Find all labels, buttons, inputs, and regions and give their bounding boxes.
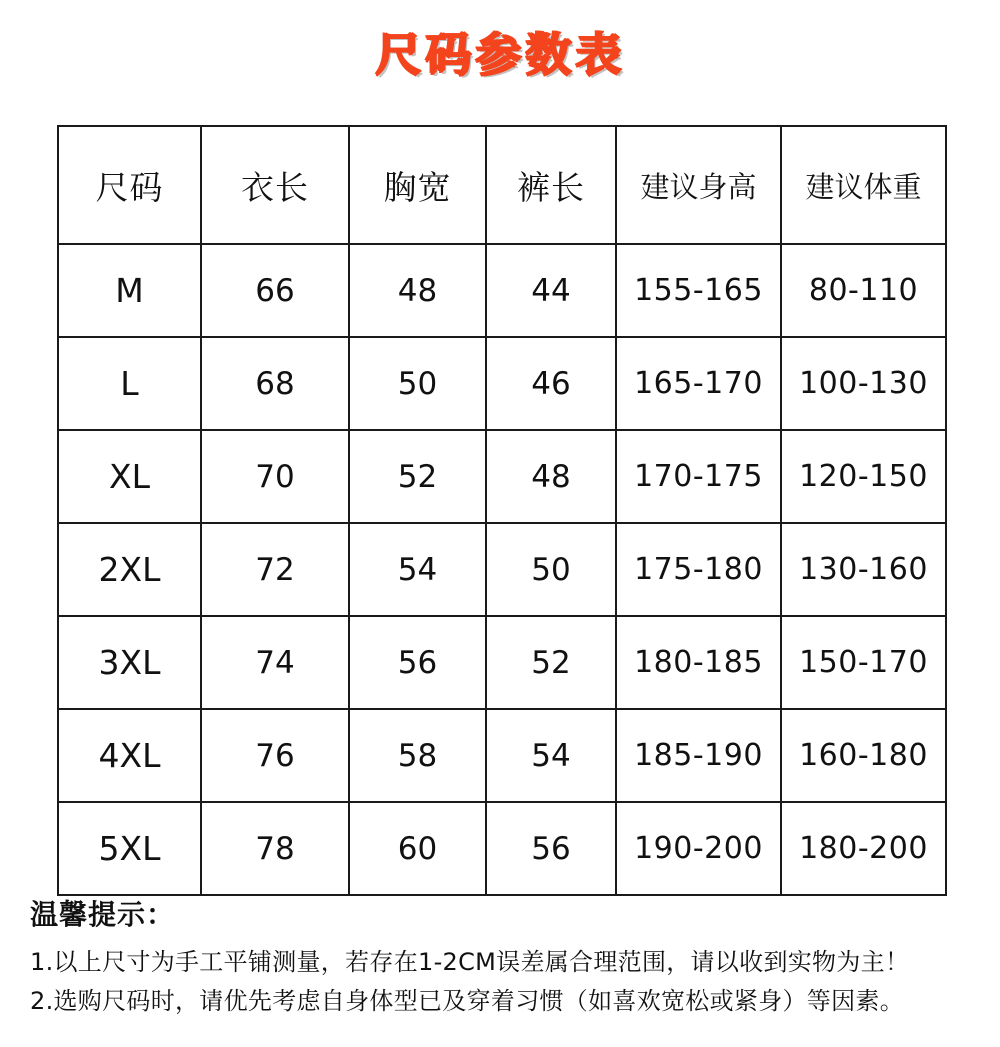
cell-pants: 44 [486, 244, 616, 337]
title-container [0, 0, 1000, 94]
note-line-1: 1.以上尺寸为手工平铺测量，若存在1-2CM误差属合理范围，请以收到实物为主！ [30, 948, 910, 976]
cell-height: 170-175 [616, 430, 781, 523]
table-body [58, 244, 946, 895]
table-row [58, 430, 946, 523]
cell-weight: 160-180 [781, 709, 946, 802]
size-table [57, 125, 947, 896]
cell-height: 185-190 [616, 709, 781, 802]
header-chest: 胸宽 [349, 126, 486, 244]
cell-length: 66 [201, 244, 349, 337]
notes-title: 温馨提示： [30, 898, 176, 931]
cell-chest: 56 [349, 616, 486, 709]
table-row [58, 616, 946, 709]
cell-pants: 48 [486, 430, 616, 523]
cell-weight: 100-130 [781, 337, 946, 430]
cell-length: 78 [201, 802, 349, 895]
header-size: 尺码 [58, 126, 201, 244]
cell-chest: 54 [349, 523, 486, 616]
size-table-container [57, 125, 945, 896]
cell-weight: 80-110 [781, 244, 946, 337]
cell-height: 165-170 [616, 337, 781, 430]
page-title: 尺码参数表 [375, 27, 625, 81]
cell-weight: 130-160 [781, 523, 946, 616]
cell-chest: 48 [349, 244, 486, 337]
cell-size: XL [58, 430, 201, 523]
header-height: 建议身高 [616, 126, 781, 244]
cell-chest: 52 [349, 430, 486, 523]
cell-weight: 180-200 [781, 802, 946, 895]
header-length: 衣长 [201, 126, 349, 244]
cell-size: 5XL [58, 802, 201, 895]
cell-chest: 60 [349, 802, 486, 895]
table-row [58, 709, 946, 802]
header-pants: 裤长 [486, 126, 616, 244]
notes-section [30, 893, 980, 1021]
cell-length: 76 [201, 709, 349, 802]
cell-size: 2XL [58, 523, 201, 616]
cell-chest: 58 [349, 709, 486, 802]
cell-weight: 120-150 [781, 430, 946, 523]
cell-length: 74 [201, 616, 349, 709]
cell-size: M [58, 244, 201, 337]
table-header [58, 126, 946, 244]
table-row [58, 337, 946, 430]
cell-weight: 150-170 [781, 616, 946, 709]
cell-pants: 52 [486, 616, 616, 709]
cell-height: 175-180 [616, 523, 781, 616]
cell-length: 70 [201, 430, 349, 523]
table-row [58, 244, 946, 337]
header-weight: 建议体重 [781, 126, 946, 244]
cell-size: 3XL [58, 616, 201, 709]
table-row [58, 802, 946, 895]
cell-height: 155-165 [616, 244, 781, 337]
note-line-2: 2.选购尺码时，请优先考虑自身体型已及穿着习惯（如喜欢宽松或紧身）等因素。 [30, 986, 904, 1015]
cell-length: 68 [201, 337, 349, 430]
cell-size: L [58, 337, 201, 430]
cell-size: 4XL [58, 709, 201, 802]
cell-height: 190-200 [616, 802, 781, 895]
cell-height: 180-185 [616, 616, 781, 709]
cell-length: 72 [201, 523, 349, 616]
cell-pants: 56 [486, 802, 616, 895]
cell-pants: 46 [486, 337, 616, 430]
cell-pants: 54 [486, 709, 616, 802]
table-row [58, 523, 946, 616]
cell-chest: 50 [349, 337, 486, 430]
table-header-row [58, 126, 946, 244]
cell-pants: 50 [486, 523, 616, 616]
